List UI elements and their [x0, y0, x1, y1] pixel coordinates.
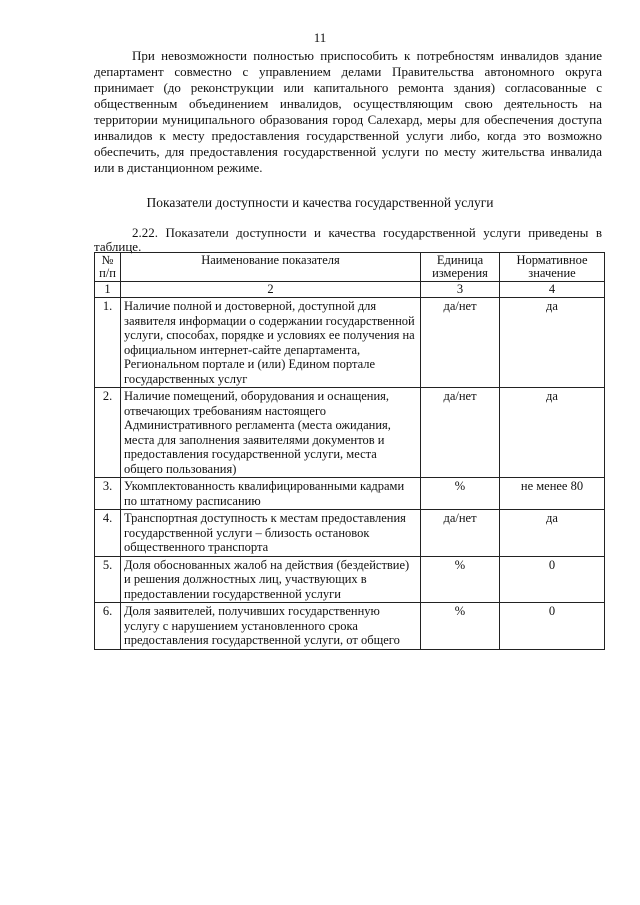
column-number: 2 [121, 282, 421, 298]
row-norm: не менее 80 [500, 478, 605, 510]
row-norm: да [500, 298, 605, 388]
column-number: 4 [500, 282, 605, 298]
indicators-table [94, 252, 605, 650]
row-name: Доля обоснованных жалоб на действия (бездействие) и решения должностных лиц, участвующих в предоставлении государственной услуги [121, 556, 421, 603]
table-row [95, 603, 605, 650]
table-intro: 2.22. Показатели доступности и качества государственной услуги приведены в таблице. [94, 225, 602, 254]
row-name: Наличие полной и достоверной, доступной для заявителя информации о содержании государственной услуги, способах, порядке и условиях ее получения на официальном интернет-сайте департамента, Региональном портале и (или) Едином портале государственных услуг [121, 298, 421, 388]
header-norm: Нормативное значение [500, 253, 605, 282]
table-row [95, 388, 605, 478]
row-unit: % [421, 603, 500, 650]
row-num: 1. [95, 298, 121, 388]
row-norm: да [500, 388, 605, 478]
column-number: 1 [95, 282, 121, 298]
row-num: 6. [95, 603, 121, 650]
page-number: 11 [313, 30, 327, 45]
table-header-row [95, 253, 605, 282]
row-unit: да/нет [421, 298, 500, 388]
row-num: 5. [95, 556, 121, 603]
table-row [95, 556, 605, 603]
row-name: Укомплектованность квалифицированными кадрами по штатному расписанию [121, 478, 421, 510]
column-number: 3 [421, 282, 500, 298]
header-unit: Единица измерения [421, 253, 500, 282]
section-heading: Показатели доступности и качества государственной услуги [146, 195, 494, 210]
header-name: Наименование показателя [121, 253, 421, 282]
row-unit: % [421, 478, 500, 510]
row-name: Наличие помещений, оборудования и оснащения, отвечающих требованиям настоящего Административного регламента (места ожидания, места для заполнения заявителями документов и предоставления государственной услуги, места общего пользования) [121, 388, 421, 478]
row-unit: да/нет [421, 388, 500, 478]
row-num: 4. [95, 510, 121, 557]
row-norm: да [500, 510, 605, 557]
row-num: 2. [95, 388, 121, 478]
header-num: № п/п [95, 253, 121, 282]
row-norm: 0 [500, 556, 605, 603]
row-unit: да/нет [421, 510, 500, 557]
row-name: Транспортная доступность к местам предоставления государственной услуги – близость остановок общественного транспорта [121, 510, 421, 557]
body-paragraph: При невозможности полностью приспособить к потребностям инвалидов здание департамент совместно с управлением делами Правительства автономного округа принимает (до реконструкции или капитального ремонта здания) согласованные с общественным объединением инвалидов, осуществляющим свою деятельность на территории муниципального образования город Салехард, меры для обеспечения доступа инвалидов к месту предоставления государственной услуги либо, когда это возможно обеспечить, для предоставления государственной услуги по месту жительства инвалида или в дистанционном режиме. [94, 48, 602, 175]
table-row [95, 510, 605, 557]
row-num: 3. [95, 478, 121, 510]
row-norm: 0 [500, 603, 605, 650]
table-row [95, 478, 605, 510]
row-name: Доля заявителей, получивших государственную услугу с нарушением установленного срока предоставления государственной услуги, от общего [121, 603, 421, 650]
table-row [95, 298, 605, 388]
row-unit: % [421, 556, 500, 603]
column-number-row [95, 282, 605, 298]
